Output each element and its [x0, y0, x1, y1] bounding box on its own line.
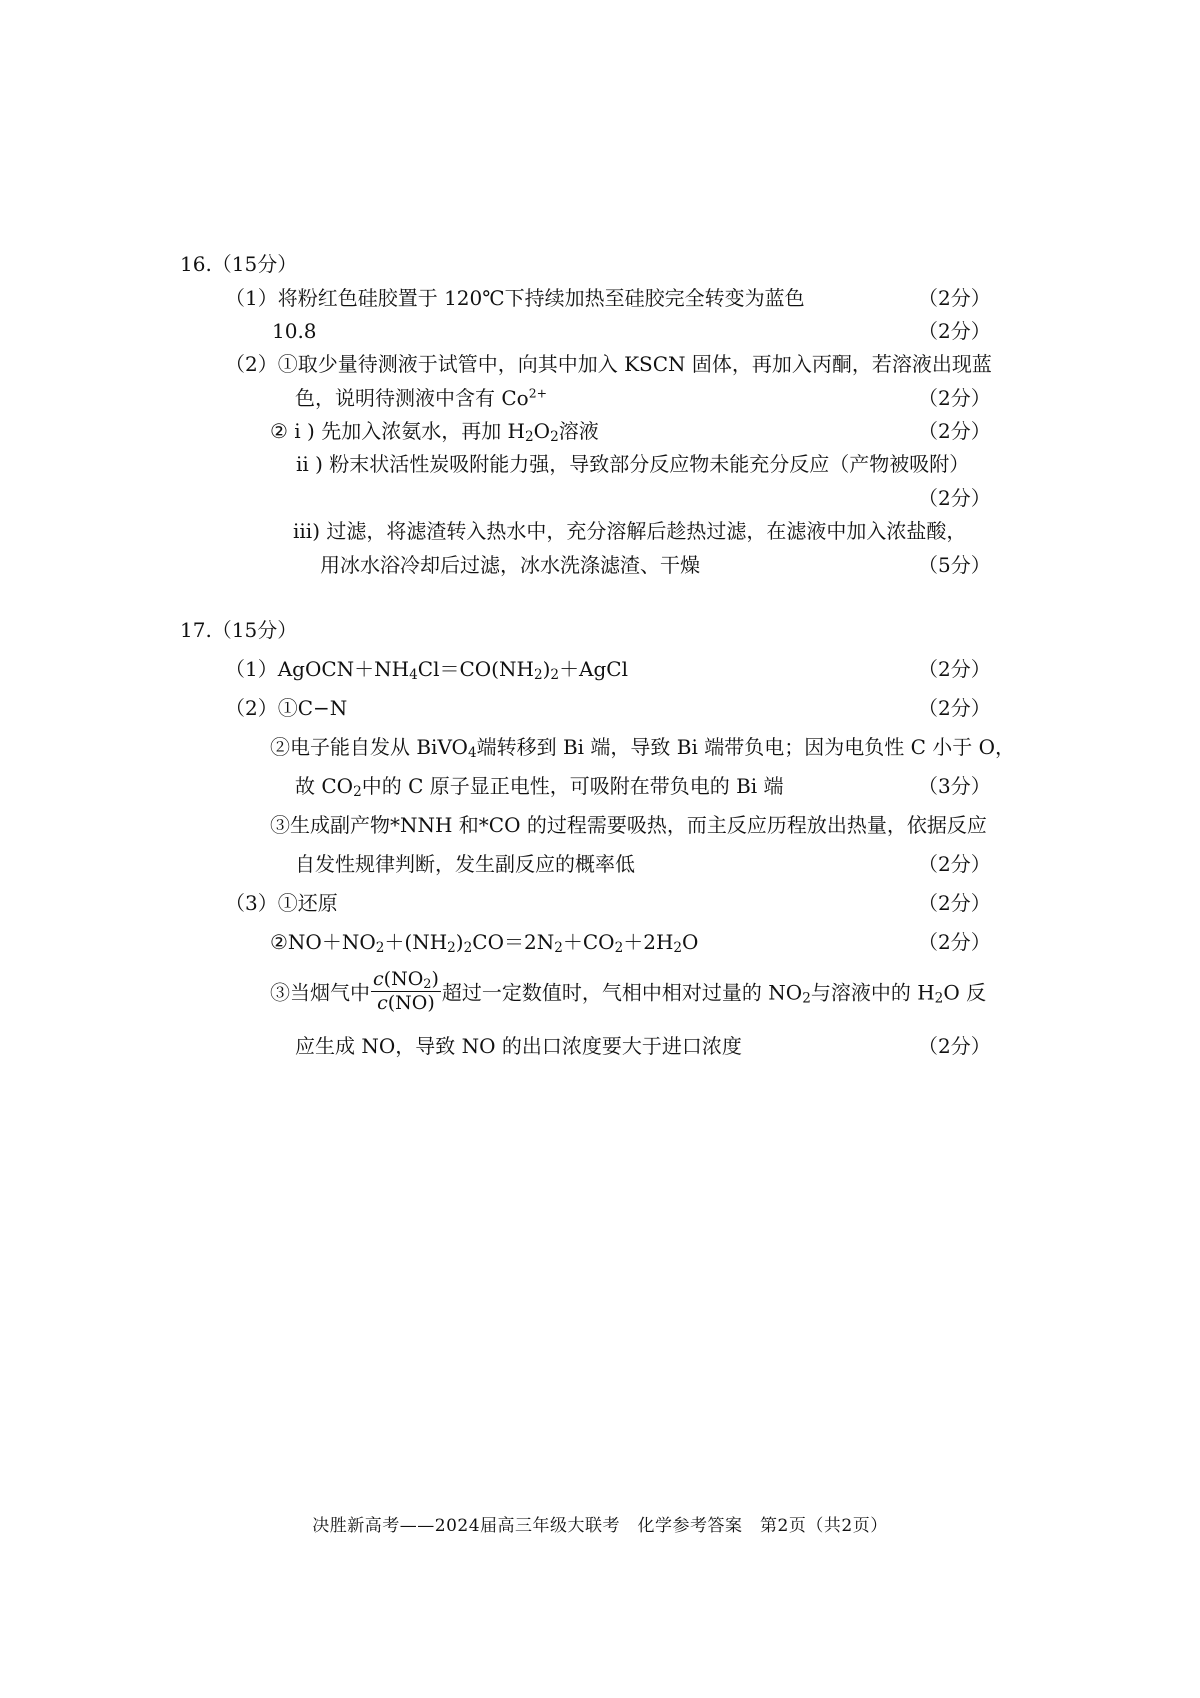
page-footer: 决胜新高考——2024届高三年级大联考 化学参考答案 第2页（共2页） — [312, 1516, 888, 1536]
q17-part2-line5: 自发性规律判断，发生副反应的概率低 — [295, 852, 635, 876]
q17-part2-line4: ③生成副产物*NNH 和*CO 的过程需要吸热，而主反应历程放出热量，依据反应 — [270, 813, 987, 837]
q17-part2-line1: （2）①C−N — [225, 696, 348, 720]
q17-part1: $(1)AgOCN+NH_4Cl=CO(NH_2)_2+AgCl$ — [225, 657, 629, 683]
q17-part3-line4-score: （2分） — [918, 1034, 991, 1058]
q16-part2-line3-score: （2分） — [918, 419, 991, 443]
q16-part2-line3: ② i ) 先加入浓氨水，再加 $H_2O_2$溶液 — [270, 419, 599, 445]
q16-part1-line1-score: （2分） — [918, 286, 991, 310]
q17-part2-line3: 故 $CO_2$中的 C 原子显正电性，可吸附在带负电的 Bi 端 — [295, 774, 784, 800]
q17-part3-line1-score: （2分） — [918, 891, 991, 915]
q17-part2-line3-score: （3分） — [918, 774, 991, 798]
q16-part2-line2: 色，说明待测液中含有 $Co^{2+}$ — [295, 385, 547, 410]
q16-part1-line1: （1）将粉红色硅胶置于 120℃下持续加热至硅胶完全转变为蓝色 — [225, 286, 805, 310]
concentration-ratio-fraction: $\frac{c(NO_2)}{c(NO)}$ — [373, 968, 439, 1014]
q17-header: 17.（15分） — [180, 618, 298, 642]
q16-part2-line7-score: （5分） — [918, 553, 991, 577]
q16-part2-line5-score: （2分） — [918, 486, 991, 510]
q16-part1-line2-score: （2分） — [918, 319, 991, 343]
q17-part2-line2: ②电子能自发从 BiVO$_4$端转移到 Bi 端，导致 Bi 端带负电；因为电负性 C 小于 O， — [270, 735, 1015, 761]
q17-part2-line5-score: （2分） — [918, 852, 991, 876]
q16-part1-line2: 10.8 — [272, 319, 317, 343]
q17-part3-line3: ③当烟气中 $\frac{c(NO_2)}{c(NO)}$ 超过一定数值时，气相中相对过量的 $NO_2$与溶液中的 $H_2O$ 反 — [270, 968, 987, 1014]
q17-part3-line1: （3）①还原 — [225, 891, 338, 915]
q16-header: 16.（15分） — [180, 252, 298, 276]
q16-part2-line7: 用冰水浴冷却后过滤，冰水洗涤滤渣、干燥 — [320, 553, 700, 577]
q16-part2-line4: ii ) 粉末状活性炭吸附能力强，导致部分反应物未能充分反应（产物被吸附） — [296, 452, 970, 476]
q16-part2-line1: （2）①取少量待测液于试管中，向其中加入 KSCN 固体，再加入丙酮，若溶液出现蓝 — [225, 352, 992, 376]
q17-part3-line4: 应生成 NO，导致 NO 的出口浓度要大于进口浓度 — [295, 1034, 742, 1058]
q16-part2-line2-score: （2分） — [918, 386, 991, 410]
q17-part3-line2-score: （2分） — [918, 930, 991, 954]
q17-part3-line2: $②NO+NO_2+(NH_2)_2CO=2N_2+CO_2+2H_2O$ — [270, 930, 699, 956]
q17-part1-score: （2分） — [918, 657, 991, 681]
q16-part2-line6: iii) 过滤，将滤渣转入热水中，充分溶解后趁热过滤，在滤液中加入浓盐酸， — [293, 519, 967, 543]
q17-part2-line1-score: （2分） — [918, 696, 991, 720]
